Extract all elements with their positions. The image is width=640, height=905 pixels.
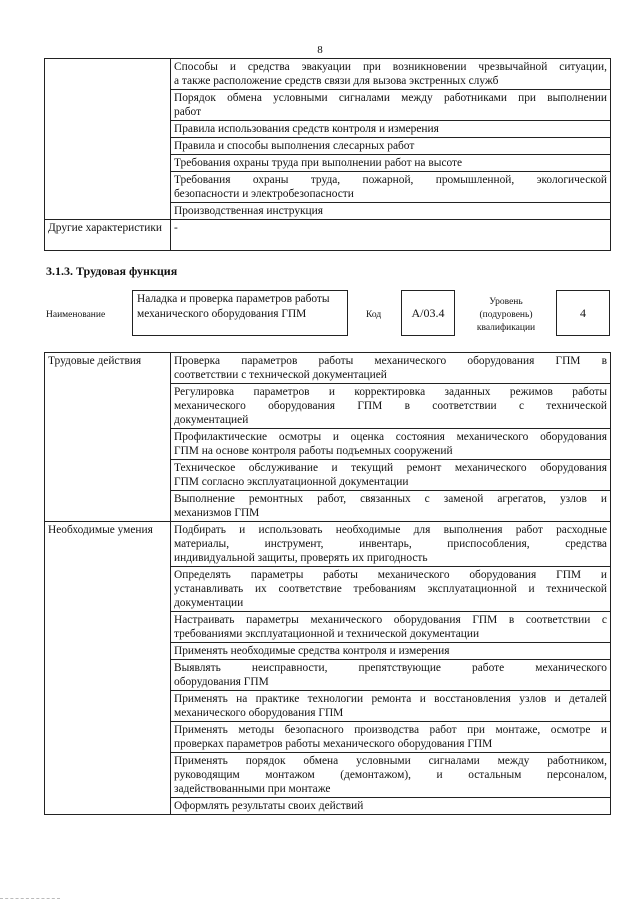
cell-text-line: механизмов ГПМ xyxy=(174,507,260,519)
cell-text-line: требованиями эксплуатационной и технической документации xyxy=(174,628,480,640)
table-row xyxy=(45,220,611,251)
cell-text-line: проверках параметров работы механического оборудования ГПМ xyxy=(174,738,493,750)
cell-text-line: механического оборудования ГПМ xyxy=(174,707,344,719)
cell-text-line: ГПМ согласно эксплуатационной документации xyxy=(174,476,409,488)
cell-text-line: механического оборудования ГПМ в соответствии с технической xyxy=(174,400,607,412)
cell-text-line: Выявлять неисправности, препятствующие работе механического xyxy=(174,662,607,674)
table-row xyxy=(45,353,611,384)
skill-item xyxy=(171,691,611,722)
skill-item xyxy=(171,612,611,643)
cell-text-line: работ xyxy=(174,106,202,118)
cell-text-line: Производственная инструкция xyxy=(174,205,323,217)
function-code-box: А/03.4 xyxy=(401,290,455,336)
page-number: 8 xyxy=(317,44,323,56)
cell-text-line: Применять необходимые средства контроля и измерения xyxy=(174,645,450,657)
cell-text-line: документацией xyxy=(174,414,249,426)
cell-text-line: оборудования ГПМ xyxy=(174,676,269,688)
cell-text-line: Настраивать параметры механического оборудования ГПМ в соответствии с xyxy=(174,614,607,626)
knowledge-item xyxy=(171,90,611,121)
cell-text-line: Способы и средства эвакуации при возникновении чрезвычайной ситуации, xyxy=(174,61,607,73)
labor-action-item xyxy=(171,460,611,491)
cell-text-line: Порядок обмена условными сигналами между работниками при выполнении xyxy=(174,92,607,104)
labor-actions-label: Трудовые действия xyxy=(45,353,171,522)
cell-text-line: Профилактические осмотры и оценка состояния механического оборудования xyxy=(174,431,607,443)
cell-text-line: Оформлять результаты своих действий xyxy=(174,800,364,812)
cell-text-line: материалы, инструмент, инвентарь, приспособления, средства xyxy=(174,538,607,550)
cell-text-line: Определять параметры работы механического оборудования ГПМ и xyxy=(174,569,607,581)
cell-text-line: безопасности и электробезопасности xyxy=(174,188,354,200)
labor-action-item xyxy=(171,353,611,384)
skill-item xyxy=(171,567,611,612)
other-characteristics-label: Другие характеристики xyxy=(45,220,171,251)
cell-text-line: ГПМ на основе контроля работы подъемных сооружений xyxy=(174,445,453,457)
cell-text-line: соответствии с технической документацией xyxy=(174,369,387,381)
knowledge-table-continued xyxy=(44,58,611,251)
cell-text-line: документации xyxy=(174,597,244,609)
labor-function-table xyxy=(44,352,611,815)
labor-action-item xyxy=(171,491,611,522)
level-label: Уровень (подуровень) квалификации xyxy=(476,297,536,333)
skill-item xyxy=(171,798,611,815)
name-label: Наименование xyxy=(46,310,106,320)
cell-text-line: Регулировка параметров и корректировка заданных режимов работы xyxy=(174,386,607,398)
knowledge-item xyxy=(171,203,611,220)
skill-item xyxy=(171,522,611,567)
required-skills-label: Необходимые умения xyxy=(45,522,171,815)
knowledge-item xyxy=(171,172,611,203)
cell-text-line: задействованными при монтаже xyxy=(174,783,331,795)
cell-text-line: Требования охраны труда при выполнении работ на высоте xyxy=(174,157,463,169)
cell-text-line: Применять на практике технологии ремонта и восстановления узлов и деталей xyxy=(174,693,607,705)
knowledge-item xyxy=(171,138,611,155)
cell-text-line: устанавливать их соответствие требованиям эксплуатационной и технической xyxy=(174,583,607,595)
cell-text-line: руководящим монтажом (демонтажом), и остальным персоналом, xyxy=(174,769,607,781)
cell-text-line: Подбирать и использовать необходимые для выполнения работ расходные xyxy=(174,524,607,536)
table-row xyxy=(45,522,611,567)
cell-text-line: Применять методы безопасного производства работ при монтаже, осмотре и xyxy=(174,724,607,736)
labor-action-item xyxy=(171,384,611,429)
level-value-box: 4 xyxy=(556,290,610,336)
cell-text-line: Выполнение ремонтных работ, связанных с заменой агрегатов, узлов и xyxy=(174,493,607,505)
cell-text-line: Требования охраны труда, пожарной, промышленной, экологической xyxy=(174,174,607,186)
code-label: Код xyxy=(366,310,382,320)
row-label-cell xyxy=(45,59,171,220)
cell-text-line: Проверка параметров работы механического оборудования ГПМ в xyxy=(174,355,607,367)
cell-text-line: индивидуальной защиты, проверять их пригодность xyxy=(174,552,428,564)
skill-item xyxy=(171,753,611,798)
footer-divider xyxy=(0,898,60,899)
table-row xyxy=(45,59,611,90)
knowledge-item xyxy=(171,121,611,138)
cell-text-line: Техническое обслуживание и текущий ремонт механического оборудования xyxy=(174,462,607,474)
skill-item xyxy=(171,660,611,691)
cell-text-line: Правила использования средств контроля и измерения xyxy=(174,123,439,135)
labor-action-item xyxy=(171,429,611,460)
cell-text-line: а также расположение средств связи для вызова экстренных служб xyxy=(174,75,499,87)
function-name-box: Наладка и проверка параметров работы механического оборудования ГПМ xyxy=(132,290,348,336)
cell-text-line: Правила и способы выполнения слесарных работ xyxy=(174,140,415,152)
skill-item xyxy=(171,722,611,753)
knowledge-item xyxy=(171,155,611,172)
knowledge-item xyxy=(171,59,611,90)
other-characteristics-value: - xyxy=(171,220,611,251)
skill-item xyxy=(171,643,611,660)
cell-text-line: Применять порядок обмена условными сигналами между работником, xyxy=(174,755,607,767)
section-title: 3.1.3. Трудовая функция xyxy=(46,264,178,278)
